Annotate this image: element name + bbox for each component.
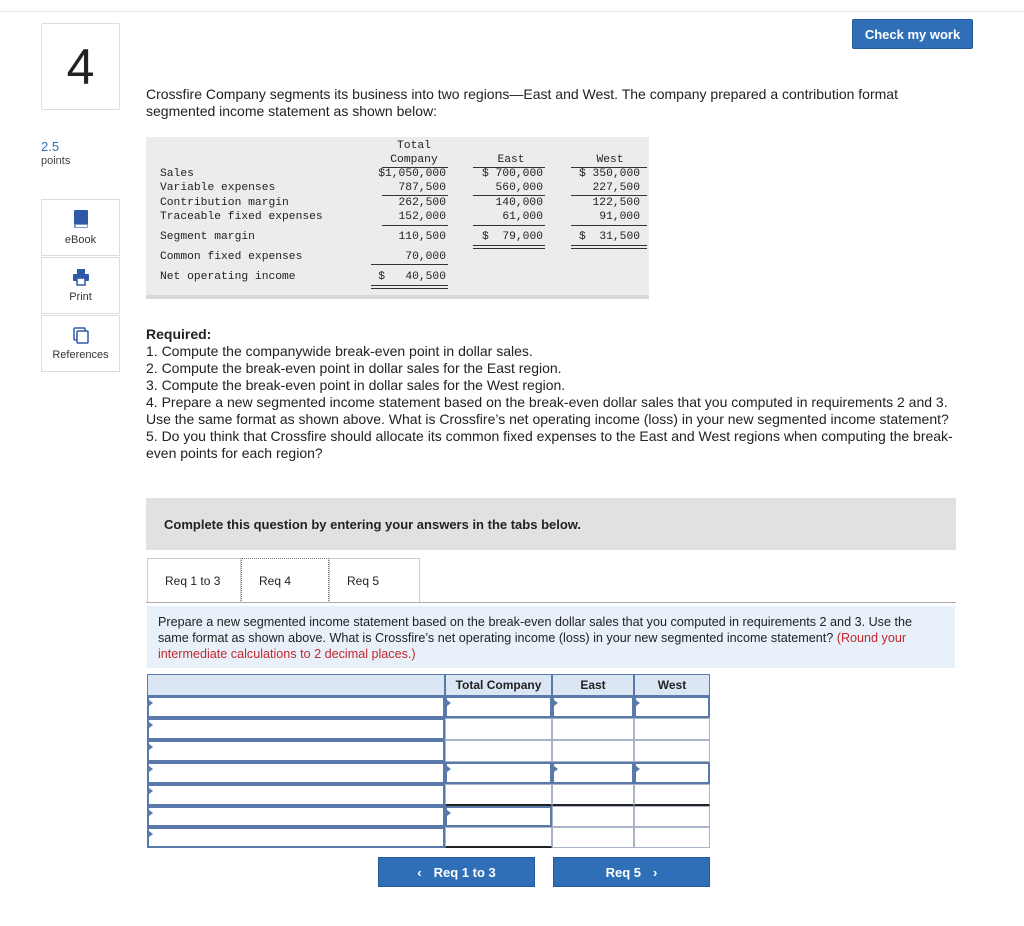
row-east: $ 79,000 [481,231,543,243]
requirement-item: 3. Compute the break-even point in dollar sales for the West region. [146,377,566,393]
west-input[interactable] [634,696,710,718]
row-total: 787,500 [398,182,446,194]
references-button[interactable] [41,315,120,372]
ebook-label: eBook [64,234,97,246]
west-blank [634,827,710,848]
row-west: $ 31,500 [578,231,640,243]
next-tab-label: Req 5 [605,864,642,880]
instructions-text: Prepare a new segmented income statement based on the break-even dollar sales that you computed in requirements 2 and 3. Use the same format as shown above. What is Crossfire’s net operating income (loss) in your new segmented income statement? [158,615,912,645]
east-input[interactable] [552,784,634,806]
ebook-button[interactable] [41,199,120,256]
requirements [146,326,972,462]
header-east: East [552,674,634,696]
row-label: Net operating income [160,271,296,283]
west-blank [634,806,710,827]
requirement-item: 1. Compute the companywide break-even point in dollar sales. [146,343,533,359]
west-input[interactable] [634,784,710,806]
header-label-cell [147,674,445,696]
check-my-work-button[interactable]: Check my work [852,19,973,49]
row-label: Traceable fixed expenses [160,211,323,223]
prev-tab-button[interactable] [378,857,535,887]
row-label-input[interactable] [147,762,445,784]
row-east: $ 700,000 [481,168,543,180]
header-west: West [596,154,624,166]
header-east: East [497,154,525,166]
requirement-item: 5. Do you think that Crossfire should allocate its common fixed expenses to the East and West regions when computing the break-even points for each region? [146,428,953,461]
west-input[interactable] [634,740,710,762]
row-label: Variable expenses [160,182,276,194]
printer-icon [72,268,90,286]
chevron-right-icon: › [653,864,658,880]
references-icon [72,326,90,344]
complete-prompt: Complete this question by entering your answers in the tabs below. [146,498,956,550]
east-input[interactable] [552,762,634,784]
east-input[interactable] [552,696,634,718]
row-label: Common fixed expenses [160,251,303,263]
book-icon [73,209,89,229]
east-input[interactable] [552,718,634,740]
total-input[interactable] [445,806,552,827]
tab-req-5[interactable]: Req 5 [329,558,420,603]
total-input[interactable] [445,784,552,806]
tab-divider [146,602,956,603]
row-label-input[interactable] [147,806,445,827]
total-input[interactable] [445,696,552,718]
total-input[interactable] [445,718,552,740]
east-blank [552,806,634,827]
west-input[interactable] [634,718,710,740]
row-west: 91,000 [599,211,640,223]
row-west: 227,500 [592,182,640,194]
references-label: References [52,349,109,361]
prev-tab-label: Req 1 to 3 [433,864,496,880]
answer-table [147,674,710,848]
row-total: $1,050,000 [378,168,446,180]
east-blank [552,827,634,848]
row-label: Sales [160,168,194,180]
points-value: 2.5 [41,139,60,154]
print-label: Print [69,291,92,303]
row-west: $ 350,000 [578,168,640,180]
row-total: 110,500 [398,231,446,243]
next-tab-button[interactable] [553,857,710,887]
row-east: 61,000 [502,211,543,223]
total-input[interactable] [445,740,552,762]
row-label: Contribution margin [160,197,289,209]
instructions-note: (Round your intermediate calculations to 2 decimal places.) [158,631,907,661]
row-east: 140,000 [495,197,543,209]
row-west: 122,500 [592,197,640,209]
row-label-input[interactable] [147,827,445,848]
tab-req-4[interactable]: Req 4 [241,558,329,603]
west-input[interactable] [634,762,710,784]
intro-text: Crossfire Company segments its business into two regions—East and West. The company prepared a contribution format segmented income statement as shown below: [146,86,898,119]
east-input[interactable] [552,740,634,762]
required-title: Required: [146,326,212,342]
row-label-input[interactable] [147,696,445,718]
row-total: $ 40,500 [378,271,446,283]
row-total: 262,500 [398,197,446,209]
question-number: 4 [41,23,120,110]
chevron-left-icon: ‹ [417,864,422,880]
top-divider [0,11,1024,12]
header-total-2: Company [390,154,438,166]
row-total: 152,000 [398,211,446,223]
row-total: 70,000 [405,251,446,263]
row-label-input[interactable] [147,740,445,762]
header-west: West [634,674,710,696]
print-button[interactable] [41,257,120,314]
header-total-1: Total [397,140,431,152]
row-label: Segment margin [160,231,255,243]
row-label-input[interactable] [147,718,445,740]
row-east: 560,000 [495,182,543,194]
instructions-box [147,606,955,668]
income-statement [146,137,649,299]
tab-req-1-to-3[interactable]: Req 1 to 3 [147,558,241,603]
requirement-item: 2. Compute the break-even point in dollar sales for the East region. [146,360,562,376]
total-input[interactable] [445,762,552,784]
requirement-item: 4. Prepare a new segmented income statement based on the break-even dollar sales that you computed in requirements 2 and 3. Use the same format as shown above. What is Crossfire’s net operating income (loss) in your new segmented income statement? [146,394,949,427]
total-input[interactable] [445,827,552,848]
header-total-company: Total Company [445,674,552,696]
row-label-input[interactable] [147,784,445,806]
points-label: points [41,155,71,167]
